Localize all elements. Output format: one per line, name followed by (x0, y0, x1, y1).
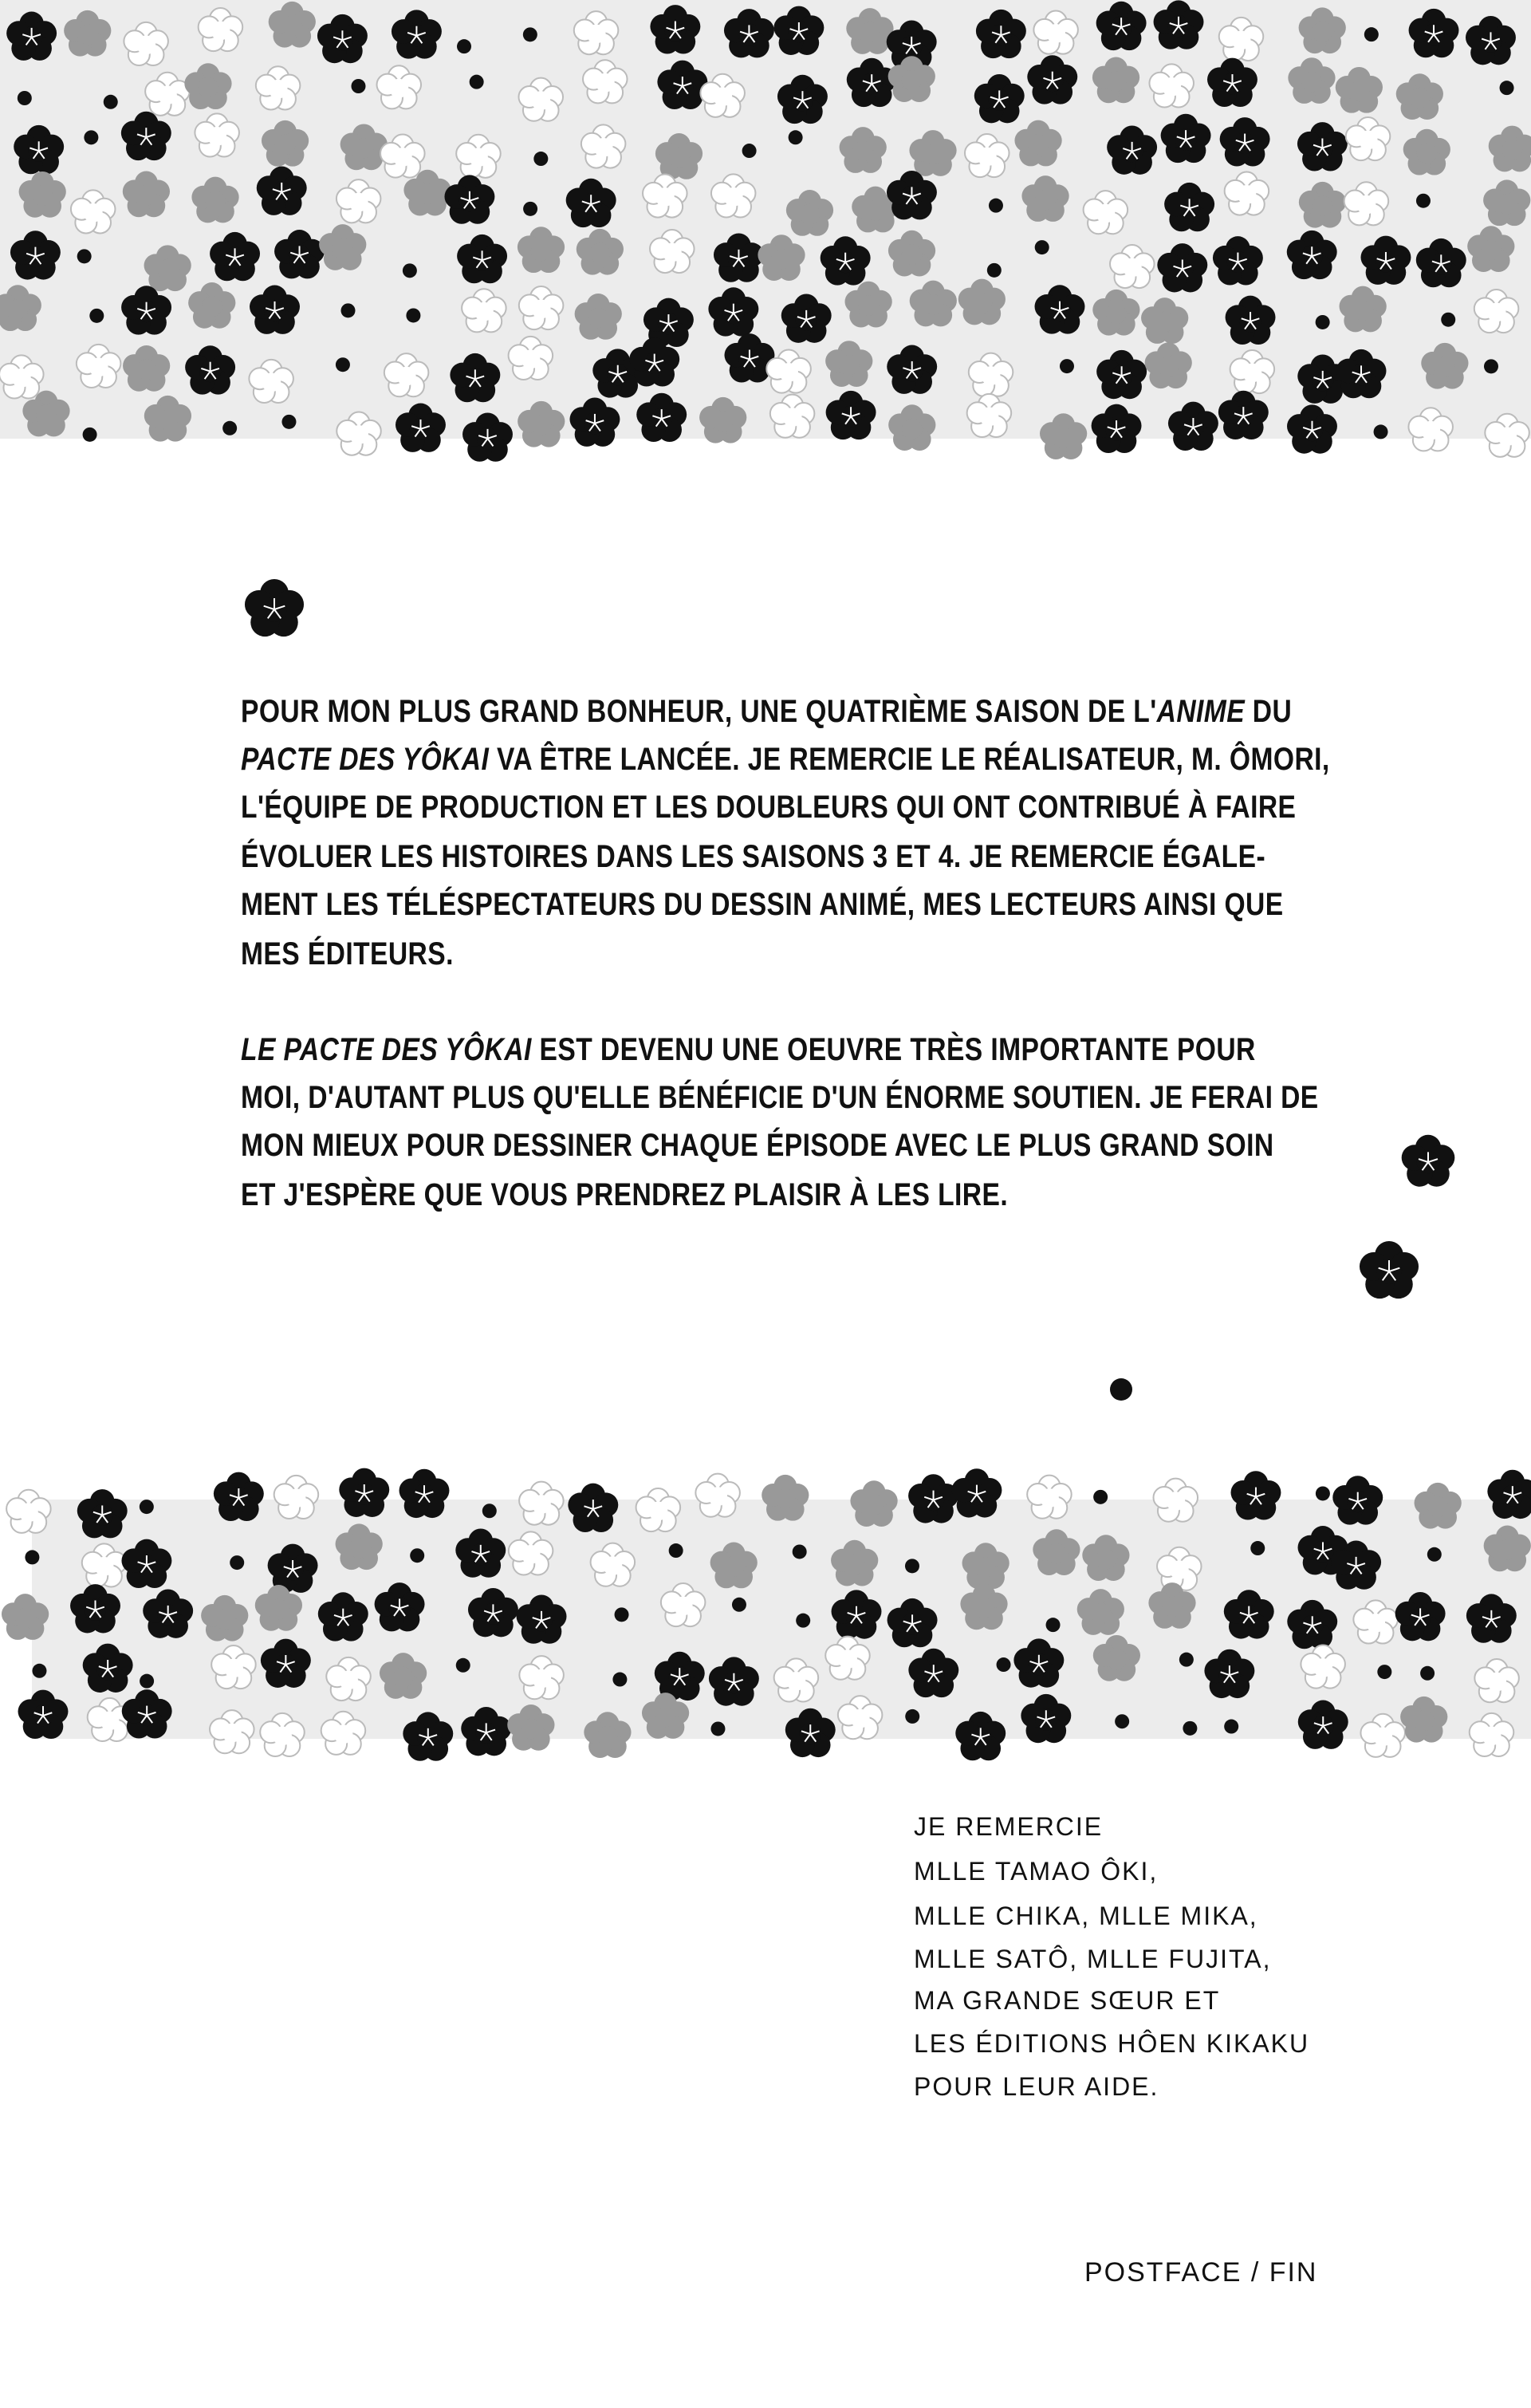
plum-bud-icon (523, 27, 537, 41)
plum-bud-icon (710, 1721, 725, 1736)
text-line (241, 887, 1284, 923)
text-line (241, 1032, 1256, 1068)
plum-bud-icon (83, 428, 97, 442)
plum-bud-icon (1035, 240, 1049, 254)
text-line (241, 790, 1296, 826)
plum-bud-icon (77, 249, 92, 263)
plum-bud-icon (336, 357, 350, 372)
plum-blossom-icon (762, 1475, 809, 1521)
plum-bud-icon (341, 303, 356, 317)
plum-blossom-icon (1402, 1135, 1455, 1187)
plum-bud-icon (1093, 1490, 1108, 1504)
plum-blossom-icon (1332, 1476, 1383, 1524)
plum-bud-icon (222, 421, 237, 435)
plum-bud-icon (789, 130, 803, 144)
plum-blossom-icon (1027, 1476, 1072, 1519)
thanks-line: MLLE SATÔ, MLLE FUJITA, (914, 1945, 1272, 1973)
italic-title: ANIME (1156, 694, 1246, 729)
plum-bud-icon (796, 1614, 810, 1628)
plum-blossom-pattern-bottom (0, 1468, 1531, 1787)
plum-bud-icon (140, 1500, 154, 1514)
plum-bud-icon (1427, 1547, 1442, 1562)
plum-blossom-icon (1392, 1126, 1464, 1198)
plum-blossom-icon (1351, 1233, 1427, 1310)
text-segment: MOI, D'AUTANT PLUS QU'ELLE BÉNÉFICIE D'UN ÉNORME SOUTIEN. JE FERAI DE (241, 1080, 1319, 1115)
plum-bud-icon (669, 1543, 683, 1558)
plum-bud-icon (1115, 1714, 1129, 1728)
plum-blossom-icon (568, 1484, 618, 1532)
plum-bud-icon (1377, 1665, 1391, 1679)
plum-bud-icon (281, 415, 296, 429)
text-line (241, 936, 454, 972)
plum-bud-icon (1060, 359, 1074, 373)
plum-bud-icon (482, 1504, 497, 1518)
plum-bud-icon (1179, 1653, 1194, 1667)
plum-bud-icon (533, 152, 548, 166)
plum-bud-icon (1484, 359, 1498, 373)
text-line (241, 1128, 1274, 1164)
plum-bud-icon (997, 1657, 1011, 1672)
plum-bud-icon (456, 1658, 470, 1673)
text-segment: POUR MON PLUS GRAND BONHEUR, UNE QUATRIÈME SAISON DE L' (241, 694, 1157, 729)
text-line (241, 694, 1292, 730)
plum-blossom-icon (951, 1468, 1002, 1517)
plum-bud-icon (742, 144, 757, 158)
plum-bud-icon (1110, 1378, 1132, 1401)
plum-bud-icon (457, 39, 471, 53)
plum-blossom-icon (1360, 1241, 1419, 1299)
plum-blossom-pattern-top (0, 0, 1531, 510)
thanks-line: MLLE CHIKA, MLLE MIKA, (914, 1902, 1258, 1930)
plum-bud-icon (230, 1555, 244, 1570)
plum-blossom-icon (636, 1488, 681, 1531)
thanks-line: JE REMERCIE (914, 1812, 1104, 1841)
plum-bud-icon (989, 199, 1003, 213)
plum-blossom-icon (1487, 1470, 1531, 1519)
thanks-line: POUR LEUR AIDE. (914, 2072, 1159, 2101)
text-line (241, 1080, 1319, 1116)
thanks-line: MLLE TAMAO ÔKI, (914, 1857, 1159, 1886)
plum-bud-icon (25, 1550, 39, 1564)
plum-bud-icon (1316, 315, 1330, 329)
plum-bud-icon (1183, 1721, 1197, 1736)
plum-bud-icon (1224, 1720, 1238, 1734)
plum-bud-icon (410, 1548, 424, 1563)
plum-bud-icon (1105, 1373, 1137, 1405)
plum-bud-icon (351, 79, 365, 93)
plum-bud-icon (1250, 1541, 1265, 1555)
plum-bud-icon (1420, 1666, 1435, 1681)
plum-bud-icon (1316, 1486, 1330, 1500)
plum-blossom-icon (274, 1476, 319, 1519)
plum-bud-icon (140, 1674, 154, 1689)
text-segment: MON MIEUX POUR DESSINER CHAQUE ÉPISODE AVEC LE PLUS GRAND SOIN (241, 1128, 1274, 1163)
plum-blossom-icon (339, 1468, 389, 1517)
plum-bud-icon (470, 75, 484, 89)
plum-blossom-icon (1415, 1483, 1462, 1529)
text-segment: DU (1245, 694, 1293, 729)
plum-bud-icon (32, 1664, 46, 1678)
plum-bud-icon (905, 1559, 919, 1573)
plum-bud-icon (104, 95, 118, 109)
plum-bud-icon (406, 308, 420, 322)
plum-blossom-icon (6, 1490, 51, 1533)
plum-blossom-icon (77, 1489, 128, 1538)
plum-bud-icon (793, 1544, 807, 1559)
text-line (241, 839, 1265, 875)
text-segment: L'ÉQUIPE DE PRODUCTION ET LES DOUBLEURS QUI ONT CONTRIBUÉ À FAIRE (241, 790, 1297, 825)
plum-bud-icon (1046, 1618, 1061, 1632)
plum-blossom-icon (236, 571, 313, 648)
italic-title: PACTE DES YÔKAI (241, 742, 490, 777)
plum-bud-icon (1364, 27, 1379, 41)
text-segment: ÉVOLUER LES HISTOIRES DANS LES SAISONS 3 ET 4. JE REMERCIE ÉGALE- (241, 839, 1266, 874)
plum-bud-icon (615, 1607, 629, 1622)
thanks-line: MA GRANDE SŒUR ET (914, 1986, 1221, 2015)
plum-bud-icon (1416, 194, 1431, 208)
italic-title: LE PACTE DES YÔKAI (241, 1032, 532, 1067)
text-segment: MENT LES TÉLÉSPECTATEURS DU DESSIN ANIMÉ, MES LECTEURS AINSI QUE (241, 887, 1284, 922)
plum-bud-icon (1374, 424, 1388, 439)
plum-blossom-icon (214, 1472, 264, 1521)
plum-blossom-icon (519, 1482, 564, 1525)
plum-bud-icon (523, 202, 537, 216)
plum-blossom-icon (245, 579, 304, 636)
thanks-line: LES ÉDITIONS HÔEN KIKAKU (914, 2029, 1310, 2058)
text-segment: ET J'ESPÈRE QUE VOUS PRENDREZ PLAISIR À LES LIRE. (241, 1177, 1009, 1212)
plum-blossom-icon (850, 1480, 897, 1527)
text-segment: MES ÉDITEURS. (241, 936, 454, 971)
text-segment: EST DEVENU UNE OEUVRE TRÈS IMPORTANTE POUR (531, 1032, 1256, 1067)
plum-bud-icon (403, 263, 417, 278)
plum-blossom-icon (1230, 1471, 1281, 1519)
plum-bud-icon (905, 1709, 919, 1724)
plum-bud-icon (1441, 313, 1455, 327)
text-segment: VA ÊTRE LANCÉE. JE REMERCIE LE RÉALISATEUR, M. ÔMORI, (489, 742, 1330, 777)
plum-blossom-icon (1153, 1479, 1198, 1522)
plum-blossom-icon (695, 1474, 740, 1517)
plum-bud-icon (987, 263, 1002, 278)
plum-blossom-icon (908, 1474, 958, 1523)
postface-end-label: POSTFACE / FIN (1084, 2257, 1318, 2288)
plum-blossom-icon (399, 1469, 450, 1518)
plum-bud-icon (84, 130, 98, 144)
plum-bud-icon (18, 91, 32, 105)
plum-bud-icon (89, 309, 104, 323)
text-line (241, 1177, 1008, 1213)
plum-bud-icon (732, 1598, 746, 1612)
plum-bud-icon (1500, 81, 1514, 95)
text-line (241, 742, 1330, 778)
plum-bud-icon (612, 1673, 627, 1687)
